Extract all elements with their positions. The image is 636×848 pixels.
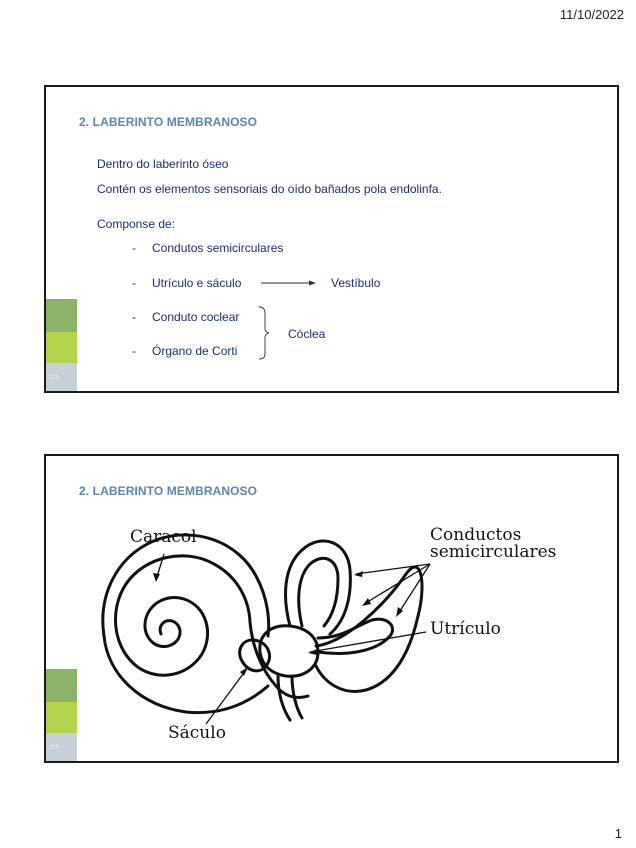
slide-1 bbox=[44, 85, 619, 393]
vestibulo-label: Vestíbulo bbox=[331, 276, 381, 290]
composed-label: Componse de: bbox=[97, 217, 176, 231]
label-caracol: Caracol bbox=[130, 527, 197, 547]
slide1-annotations bbox=[46, 87, 619, 393]
arrowhead-icon bbox=[153, 573, 160, 582]
arrowhead-icon bbox=[362, 598, 371, 606]
slide-number: 228 bbox=[49, 375, 60, 381]
label-semicirculares: semicirculares bbox=[430, 542, 557, 562]
body-line-2: Contén os elementos sensoriais do oído bañados pola endolinfa. bbox=[97, 182, 442, 196]
cochlea-spiral bbox=[116, 556, 250, 675]
list-dash: - bbox=[132, 276, 136, 290]
arrow-saculo bbox=[206, 670, 246, 724]
list-dash: - bbox=[132, 344, 136, 358]
cochlea-outer bbox=[103, 535, 269, 636]
page-number: 1 bbox=[614, 826, 622, 841]
list-item: Condutos semicirculares bbox=[152, 241, 284, 255]
arrowhead-icon bbox=[240, 667, 248, 676]
list-dash: - bbox=[132, 241, 136, 255]
canal-posterior bbox=[316, 567, 422, 691]
brace-icon bbox=[259, 307, 269, 359]
body-line-1: Dentro do laberinto óseo bbox=[97, 157, 229, 171]
slide-title: 2. LABERINTO MEMBRANOSO bbox=[79, 115, 258, 129]
slide-title: 2. LABERINTO MEMBRANOSO bbox=[79, 484, 258, 498]
arrowhead-icon bbox=[354, 571, 363, 577]
arrow-head-icon bbox=[309, 281, 316, 286]
canal-anterior bbox=[286, 541, 351, 634]
arrowhead-icon bbox=[308, 649, 317, 655]
list-item: Órgano de Corti bbox=[152, 344, 238, 358]
canal-anterior-inner bbox=[299, 558, 338, 626]
label-conductos: Conductos bbox=[430, 525, 522, 545]
arrow-conductos-3 bbox=[398, 564, 430, 614]
list-item: Utrículo e sáculo bbox=[152, 276, 242, 290]
ear-labyrinth-diagram bbox=[46, 456, 619, 763]
list-item: Conduto coclear bbox=[152, 310, 240, 324]
slide-number: 229 bbox=[49, 745, 60, 751]
list-dash: - bbox=[132, 310, 136, 324]
coclea-label: Cóclea bbox=[288, 327, 326, 341]
label-utriculo: Utrículo bbox=[430, 619, 501, 639]
slide-2 bbox=[44, 454, 619, 763]
label-saculo: Sáculo bbox=[168, 723, 226, 743]
date-header: 11/10/2022 bbox=[559, 7, 624, 22]
